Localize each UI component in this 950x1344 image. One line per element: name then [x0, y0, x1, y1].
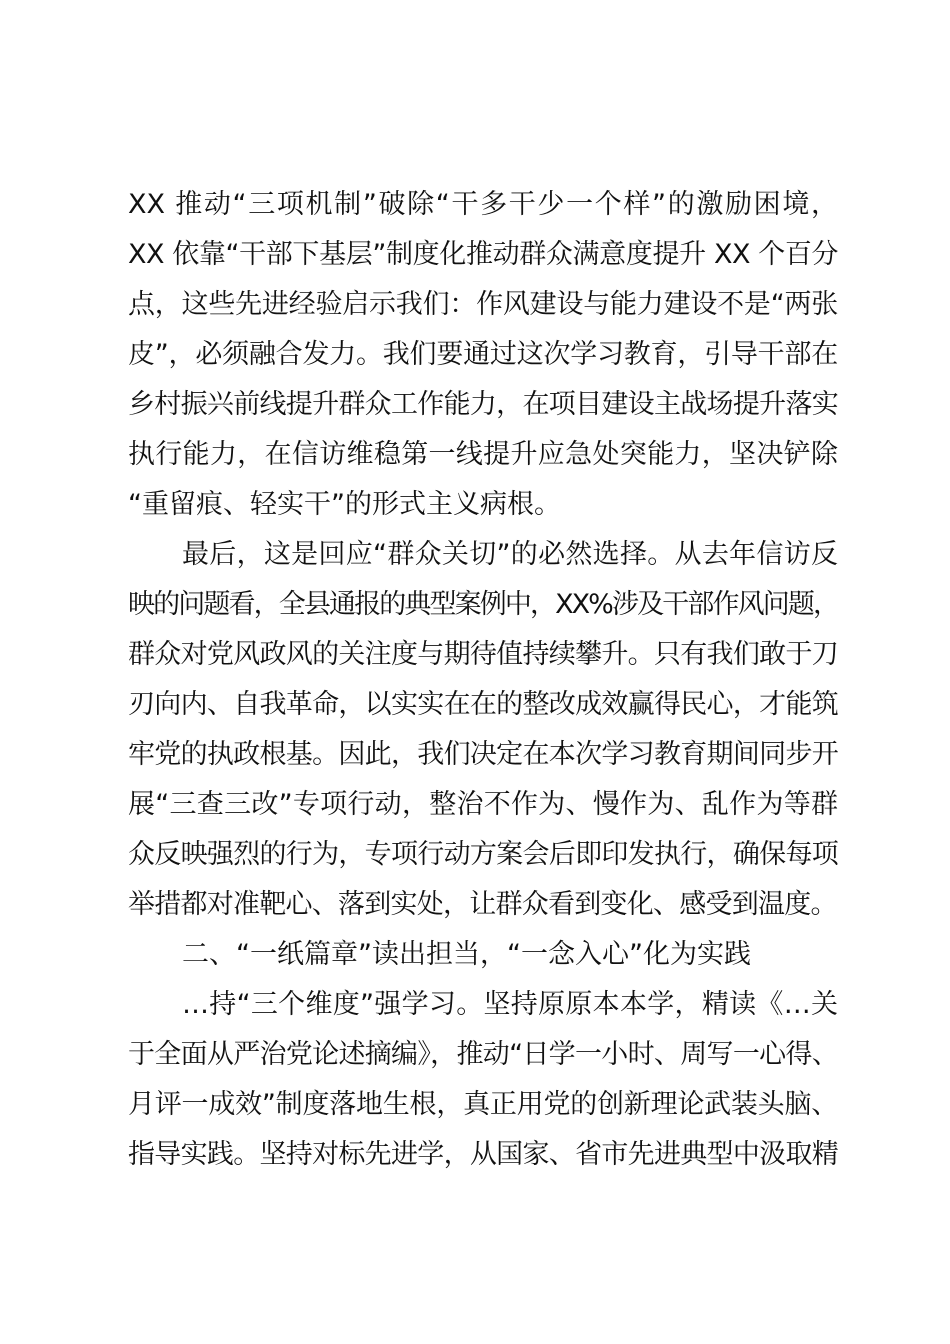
- text-line: 最后，这是回应“群众关切”的必然选择。从去年信访反: [182, 539, 838, 570]
- text-line: 月评一成效”制度落地生根，真正用党的创新理论武装头脑、: [128, 1089, 838, 1120]
- text-line: 举措都对准靶心、落到实处，让群众看到变化、感受到温度。: [128, 889, 837, 920]
- text-line: XX 依靠“干部下基层”制度化推动群众满意度提升 XX 个百分: [128, 239, 838, 270]
- text-line: 群众对党风政风的关注度与期待值持续攀升。只有我们敢于刀: [128, 639, 838, 670]
- text-line: 牢党的执政根基。因此，我们决定在本次学习教育期间同步开: [128, 739, 838, 770]
- text-line: “重留痕、轻实干”的形式主义病根。: [128, 489, 561, 520]
- text-line: 于全面从严治党论述摘编》，推动“日学一小时、周写一心得、: [128, 1039, 838, 1070]
- text-line: 乡村振兴前线提升群众工作能力，在项目建设主战场提升落实: [128, 389, 838, 420]
- body-text: [128, 180, 838, 1180]
- text-line: 展“三查三改”专项行动，整治不作为、慢作为、乱作为等群: [128, 789, 838, 820]
- text-line: 执行能力，在信访维稳第一线提升应急处突能力，坚决铲除: [128, 439, 838, 470]
- text-line: 映的问题看，全县通报的典型案例中，XX%涉及干部作风问题，: [128, 589, 838, 620]
- text-line: XX 推动“三项机制”破除“干多干少一个样”的激励困境，: [128, 189, 838, 220]
- text-line: 众反映强烈的行为，专项行动方案会后即印发执行，确保每项: [128, 839, 838, 870]
- text-line: 点，这些先进经验启示我们：作风建设与能力建设不是“两张: [128, 289, 838, 320]
- text-line: …持“三个维度”强学习。坚持原原本本学，精读《…关: [182, 989, 838, 1020]
- text-line: 刃向内、自我革命，以实实在在的整改成效赢得民心，才能筑: [128, 689, 838, 720]
- text-line: 二、“一纸篇章”读出担当，“一念入心”化为实践: [182, 939, 751, 970]
- text-line: 指导实践。坚持对标先进学，从国家、省市先进典型中汲取精: [128, 1139, 838, 1170]
- text-line: 皮”，必须融合发力。我们要通过这次学习教育，引导干部在: [128, 339, 838, 370]
